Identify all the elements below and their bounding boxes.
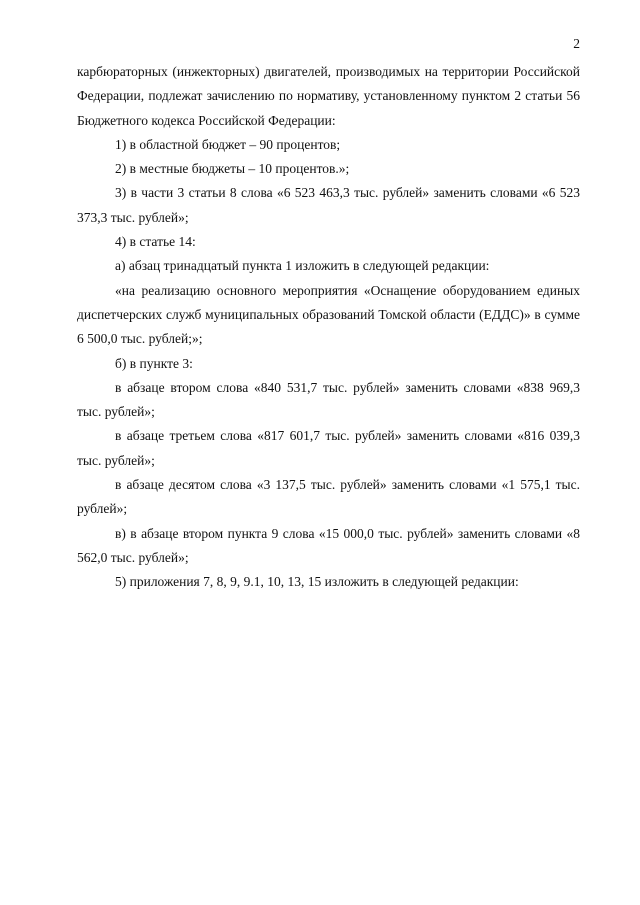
document-body bbox=[77, 60, 580, 595]
paragraph: в абзаце втором слова «840 531,7 тыс. рублей» заменить словами «838 969,3 тыс. рублей»; bbox=[77, 379, 580, 420]
paragraph: 1) в областной бюджет – 90 процентов; bbox=[115, 136, 341, 152]
paragraph: в) в абзаце втором пункта 9 слова «15 000,0 тыс. рублей» заменить словами «8 562,0 тыс. рублей»; bbox=[77, 525, 580, 565]
paragraph: 5) приложения 7, 8, 9, 9.1, 10, 13, 15 изложить в следующей редакции: bbox=[115, 574, 519, 590]
paragraph: в абзаце третьем слова «817 601,7 тыс. рублей» заменить словами «816 039,3 тыс. рублей»; bbox=[77, 428, 580, 468]
paragraph: карбюраторных (инжекторных) двигателей, производимых на территории Российской Федерации, подлежат зачислению по нормативу, установленному пунктом 2 статьи 56 Бюджетного кодекса Российской Федерации: bbox=[77, 64, 580, 128]
paragraph: б) в пункте 3: bbox=[115, 355, 193, 371]
paragraph: в абзаце десятом слова «3 137,5 тыс. рублей» заменить словами «1 575,1 тыс. рублей»; bbox=[77, 477, 580, 517]
paragraph: 4) в статье 14: bbox=[115, 234, 196, 250]
paragraph: 3) в части 3 статьи 8 слова «6 523 463,3 тыс. рублей» заменить словами «6 523 373,3 тыс. рублей»; bbox=[77, 185, 580, 225]
paragraph: а) абзац тринадцатый пункта 1 изложить в следующей редакции: bbox=[115, 258, 490, 274]
paragraph: 2) в местные бюджеты – 10 процентов.»; bbox=[115, 161, 350, 177]
paragraph: «на реализацию основного мероприятия «Оснащение оборудованием единых диспетчерских служб муниципальных образований Томской области (ЕДДС)» в сумме 6 500,0 тыс. рублей;»; bbox=[77, 282, 580, 347]
page-number: 2 bbox=[573, 36, 580, 51]
